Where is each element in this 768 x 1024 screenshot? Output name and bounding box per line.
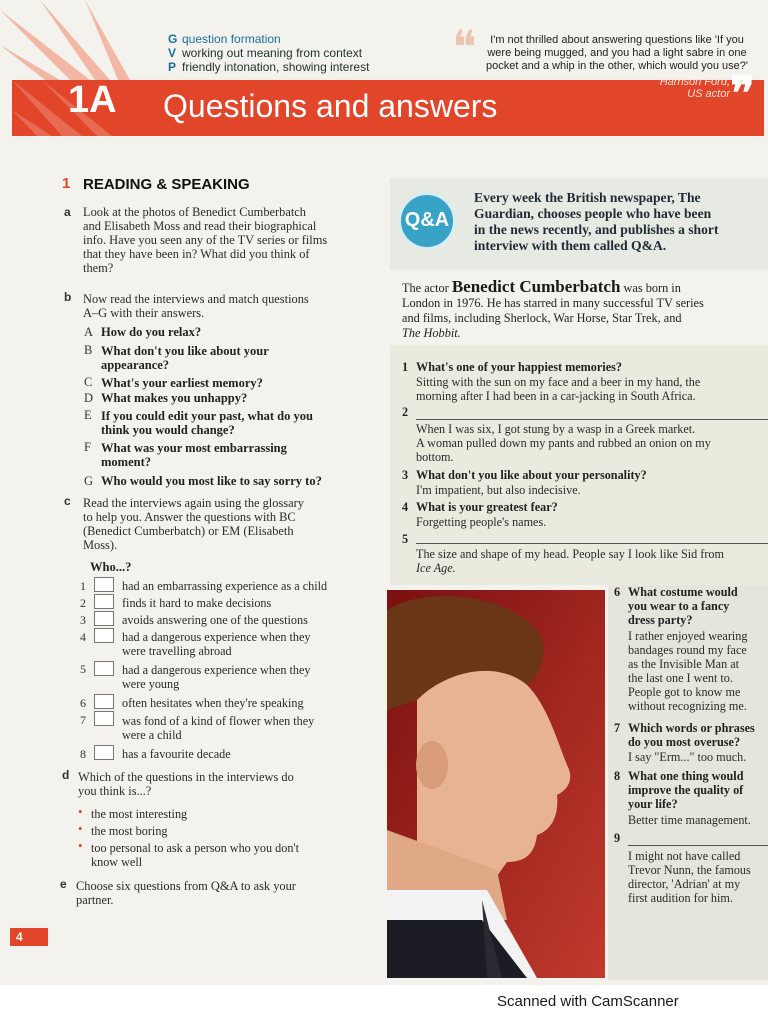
interview-question-3: What don't you like about your personality? — [416, 468, 647, 482]
interview-answer-8: Better time management. — [628, 813, 751, 827]
answer-box-8[interactable] — [94, 745, 114, 760]
interview-question-number: 8 — [614, 769, 621, 783]
question-letter: D — [84, 391, 94, 405]
who-item-number: 1 — [80, 579, 86, 593]
interview-question-number: 3 — [402, 468, 409, 482]
qa-intro-text: Every week the British newspaper, The Guardian, chooses people who have been in the news recently, and publishes a short interview with them called Q&A. — [474, 190, 719, 253]
who-item-3: avoids answering one of the questions — [122, 613, 308, 627]
who-item-4: had a dangerous experience when they were travelling abroad — [122, 630, 311, 658]
who-item-1: had an embarrassing experience as a child — [122, 579, 328, 593]
interview-question-number: 6 — [614, 585, 621, 599]
task-d-text: Which of the questions in the interviews do you think is...? — [78, 770, 294, 798]
who-heading: Who...? — [90, 560, 132, 574]
who-item-5: had a dangerous experience when they were young — [122, 663, 311, 691]
question-e: If you could edit your past, what do you think you would change? — [101, 409, 313, 437]
answer-box-7[interactable] — [94, 711, 114, 726]
objective-pronunciation: P friendly intonation, showing interest — [168, 60, 370, 74]
close-quote-icon: ❞ — [730, 68, 755, 119]
task-b-label: b — [64, 290, 72, 304]
objective-vocabulary: V working out meaning from context — [168, 46, 363, 60]
interview-answer-1: Sitting with the sun on my face and a beer in my hand, the morning after I had been in a car-jacking in South Africa. — [416, 375, 701, 403]
answer-box-1[interactable] — [94, 577, 114, 592]
who-item-number: 4 — [80, 630, 86, 644]
question-letter: E — [84, 408, 92, 422]
d-option-1: the most interesting — [91, 807, 188, 821]
interview-question-7: Which words or phrases do you most overuse? — [628, 721, 755, 749]
who-item-number: 8 — [80, 747, 86, 761]
unit-number: 1A — [68, 79, 117, 121]
lesson-objectives — [168, 32, 369, 74]
question-blank-line — [628, 845, 768, 846]
scanner-watermark: Scanned with CamScanner — [497, 993, 679, 1010]
question-f: What was your most embarrassing moment? — [101, 441, 287, 469]
interview-question-number: 1 — [402, 360, 409, 374]
task-c-label: c — [64, 494, 71, 508]
qa-logo: Q&A — [398, 192, 456, 250]
interview-question-number: 2 — [402, 405, 409, 419]
section-number: 1 — [62, 175, 71, 192]
d-option-2: the most boring — [91, 824, 168, 838]
question-letter: B — [84, 343, 93, 357]
answer-box-3[interactable] — [94, 611, 114, 626]
interview-question-number: 4 — [402, 500, 409, 514]
who-item-number: 7 — [80, 713, 86, 727]
question-b: What don't you like about your appearance? — [101, 344, 269, 372]
who-item-number: 2 — [80, 596, 86, 610]
question-g: Who would you most like to say sorry to? — [101, 474, 322, 488]
bullet-icon: • — [78, 804, 83, 819]
who-item-8: has a favourite decade — [122, 747, 231, 761]
question-c: What's your earliest memory? — [101, 376, 263, 390]
interview-question-number: 7 — [614, 721, 621, 735]
objective-grammar: G question formation — [168, 32, 281, 46]
answer-box-6[interactable] — [94, 694, 114, 709]
actor-bio: The actor Benedict Cumberbatch was born in London in 1976. He has starred in many successful TV series and films, including Sherlock, War Horse, Star Trek, and The Hobbit. — [402, 277, 704, 340]
task-a-label: a — [64, 205, 71, 219]
interview-answer-2: When I was six, I got stung by a wasp in a Greek market. A woman pulled down my pants and rubbed an onion on my bottom. — [416, 422, 711, 464]
question-a: How do you relax? — [101, 325, 202, 339]
sunburst-decoration — [0, 0, 160, 82]
page-number: 4 — [10, 928, 48, 946]
interview-question-number: 5 — [402, 532, 409, 546]
answer-box-4[interactable] — [94, 628, 114, 643]
interview-question-4: What is your greatest fear? — [416, 500, 558, 514]
interview-answer-5: The size and shape of my head. People say I look like Sid from Ice Age. — [416, 547, 724, 575]
who-item-2: finds it hard to make decisions — [122, 596, 272, 610]
harrison-ford-quote: I'm not thrilled about answering questions like 'If you were being mugged, and you had a light sabre in one pocket and a whip in the other, which would you use?' — [486, 34, 748, 72]
task-b-text: Now read the interviews and match questions A–G with their answers. — [83, 292, 309, 320]
task-c-text: Read the interviews again using the glossary to help you. Answer the questions with BC (Benedict Cumberbatch) or EM (Elisabeth Moss). — [83, 496, 304, 552]
interview-question-number: 9 — [614, 831, 621, 845]
who-item-6: often hesitates when they're speaking — [122, 696, 304, 710]
section-title: READING & SPEAKING — [83, 176, 250, 193]
open-quote-icon: ❝ — [452, 22, 477, 73]
question-letter: F — [84, 440, 91, 454]
question-blank-line — [416, 419, 768, 420]
interview-answer-3: I'm impatient, but also indecisive. — [416, 483, 581, 497]
interview-answer-4: Forgetting people's names. — [416, 515, 547, 529]
task-e-label: e — [60, 877, 67, 891]
question-d: What makes you unhappy? — [101, 391, 248, 405]
who-item-number: 5 — [80, 662, 86, 676]
interview-question-6: What costume would you wear to a fancy dress party? — [628, 585, 738, 627]
quote-author: Harrison Ford, US actor — [659, 76, 730, 100]
interview-question-8: What one thing would improve the quality of your life? — [628, 769, 744, 811]
answer-box-2[interactable] — [94, 594, 114, 609]
d-option-3: too personal to ask a person who you don't know well — [91, 841, 299, 869]
actor-name: Benedict Cumberbatch — [451, 277, 621, 296]
who-item-number: 3 — [80, 613, 86, 627]
benedict-cumberbatch-photo — [387, 590, 605, 978]
answer-box-5[interactable] — [94, 661, 114, 676]
interview-answer-7: I say "Erm..." too much. — [628, 750, 747, 764]
task-a-text: Look at the photos of Benedict Cumberbatch and Elisabeth Moss and read their biographical info. Have you seen any of the TV series or films that they have been in? What did you think of them? — [83, 205, 328, 275]
task-e-text: Choose six questions from Q&A to ask your partner. — [76, 879, 296, 907]
bullet-icon: • — [78, 821, 83, 836]
question-blank-line — [416, 543, 768, 544]
unit-title: Questions and answers — [163, 88, 498, 124]
bullet-icon: • — [78, 838, 83, 853]
interview-answer-6: I rather enjoyed wearing bandages round my face as the Invisible Man at the last one I went to. People got to know me without recognizing me. — [628, 629, 748, 713]
who-item-7: was fond of a kind of flower when they were a child — [122, 714, 315, 742]
who-item-number: 6 — [80, 696, 86, 710]
question-letter: G — [84, 474, 94, 488]
interview-question-1: What's one of your happiest memories? — [416, 360, 622, 374]
question-letter: A — [84, 325, 94, 339]
interview-answer-9: I might not have called Trevor Nunn, the famous director, 'Adrian' at my first audition for him. — [628, 849, 751, 905]
question-letter: C — [84, 375, 93, 389]
task-d-label: d — [62, 768, 70, 782]
